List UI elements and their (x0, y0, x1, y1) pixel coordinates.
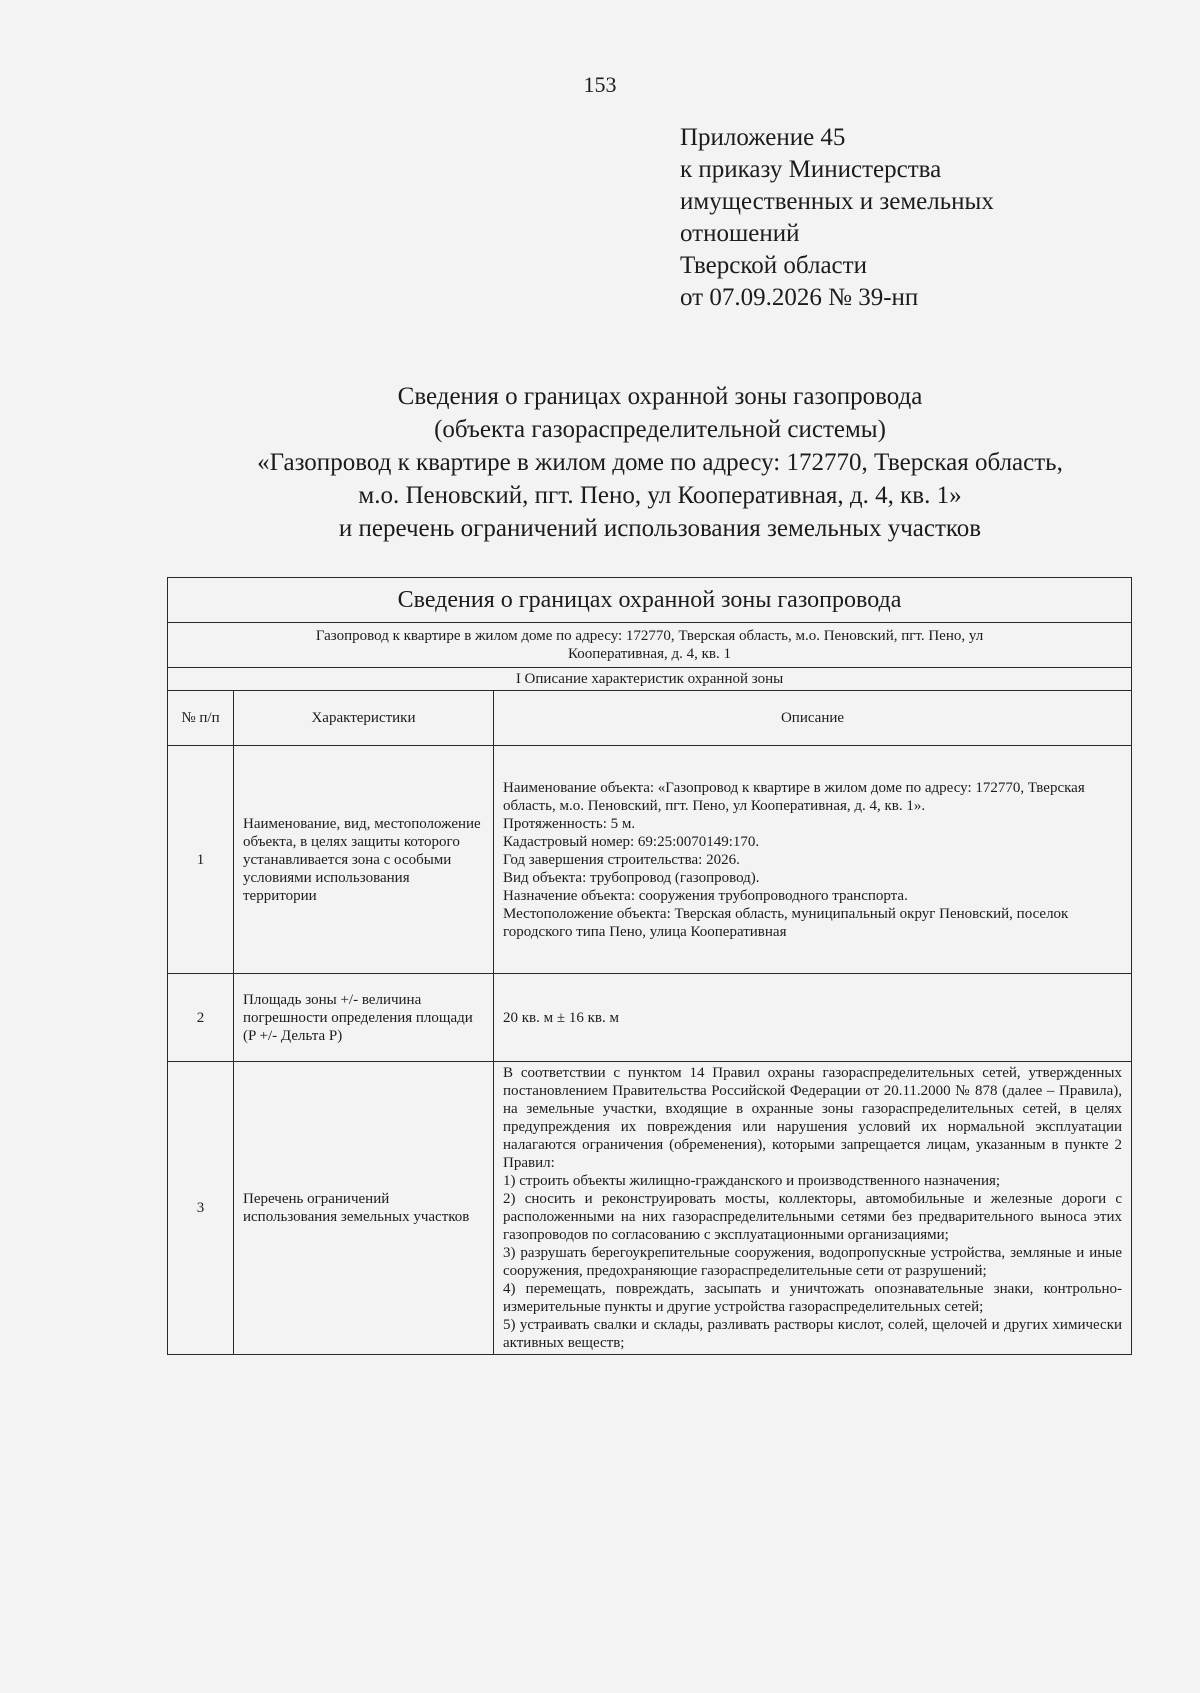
row-description (494, 746, 1132, 974)
table-row (168, 746, 1132, 974)
table-title: Сведения о границах охранной зоны газопровода (168, 578, 1132, 623)
document-title (160, 380, 1160, 545)
title-line: и перечень ограничений использования земельных участков (338, 515, 982, 542)
row-characteristic: Наименование, вид, местоположение объекта, в целях защиты которого устанавливается зона с особыми условиями использования территории (234, 746, 494, 974)
row-number: 3 (168, 1062, 234, 1355)
row-characteristic: Перечень ограничений использования земельных участков (234, 1062, 494, 1355)
annex-line: отношений (680, 220, 800, 247)
title-line: «Газопровод к квартире в жилом доме по адресу: 172770, Тверская область, (257, 449, 1063, 476)
column-header-description: Описание (494, 691, 1132, 746)
description-line: 4) перемещать, повреждать, засыпать и уничтожать опознавательные знаки, контрольно-измерительные пункты и другие устройства газораспределительных сетей; (503, 1281, 1123, 1315)
description-line: 3) разрушать берегоукрепительные сооружения, водопропускные устройства, земляные и иные сооружения, предохраняющие газораспределительные сети от разрушений; (503, 1245, 1123, 1279)
column-header-characteristics: Характеристики (234, 691, 494, 746)
table-row (168, 1062, 1132, 1355)
description-line: Вид объекта: трубопровод (газопровод). (503, 869, 760, 886)
description-line: 20 кв. м ± 16 кв. м (503, 1009, 619, 1026)
description-line: 2) сносить и реконструировать мосты, коллекторы, автомобильные и железные дороги с расположенными на них газораспределительными сетями без предварительного выноса этих газопроводов по согласованию с эксплуатационными организациями; (503, 1191, 1123, 1243)
annex-block (680, 122, 994, 314)
description-line: Наименование объекта: «Газопровод к квартире в жилом доме по адресу: 172770, Тверская область, м.о. Пеновский, пгт. Пено, ул Кооперативная, д. 4, кв. 1». (503, 779, 1085, 814)
row-number: 2 (168, 974, 234, 1062)
row-characteristic: Площадь зоны +/- величина погрешности определения площади (P +/- Дельта P) (234, 974, 494, 1062)
title-line: м.о. Пеновский, пгт. Пено, ул Кооперативная, д. 4, кв. 1» (358, 482, 962, 509)
annex-line: от 07.09.2026 № 39-нп (680, 284, 919, 311)
column-header-num: № п/п (168, 691, 234, 746)
annex-line: к приказу Министерства (680, 156, 942, 183)
page-number: 153 (583, 72, 617, 97)
object-line: Газопровод к квартире в жилом доме по адресу: 172770, Тверская область, м.о. Пеновский, пгт. Пено, ул (315, 628, 984, 644)
description-line: В соответствии с пунктом 14 Правил охраны газораспределительных сетей, утвержденных постановлением Правительства Российской Федерации от 20.11.2000 № 878 (далее – Правила), на земельные участки, входящие в охранные зоны газораспределительных сетей, в целях предупреждения их повреждения или нарушения условий их нормальной эксплуатации налагаются ограничения (обременения), которыми запрещается лицам, указанным в пункте 2 Правил: (503, 1065, 1123, 1171)
title-line: Сведения о границах охранной зоны газопровода (397, 383, 923, 410)
description-line: Год завершения строительства: 2026. (503, 851, 740, 868)
annex-line: Тверской области (680, 252, 867, 279)
row-number: 1 (168, 746, 234, 974)
description-line: Назначение объекта: сооружения трубопроводного транспорта. (503, 887, 908, 904)
row-description (494, 974, 1132, 1062)
description-line: Протяженность: 5 м. (503, 815, 636, 832)
description-line: 1) строить объекты жилищно-гражданского и производственного назначения; (503, 1173, 1001, 1189)
object-line: Кооперативная, д. 4, кв. 1 (568, 646, 731, 662)
row-description (494, 1062, 1132, 1355)
description-line: 5) устраивать свалки и склады, разливать растворы кислот, солей, щелочей и других химически активных веществ; (503, 1317, 1123, 1351)
annex-line: Приложение 45 (680, 124, 846, 151)
description-line: Местоположение объекта: Тверская область, муниципальный округ Пеновский, поселок городского типа Пено, улица Кооперативная (503, 905, 1069, 940)
table-row (168, 974, 1132, 1062)
zone-table (167, 577, 1132, 1355)
description-line: Кадастровый номер: 69:25:0070149:170. (503, 833, 760, 850)
title-line: (объекта газораспределительной системы) (434, 416, 886, 443)
table-object-name (168, 623, 1132, 668)
table-section-heading: I Описание характеристик охранной зоны (168, 668, 1132, 691)
annex-line: имущественных и земельных (680, 188, 994, 215)
